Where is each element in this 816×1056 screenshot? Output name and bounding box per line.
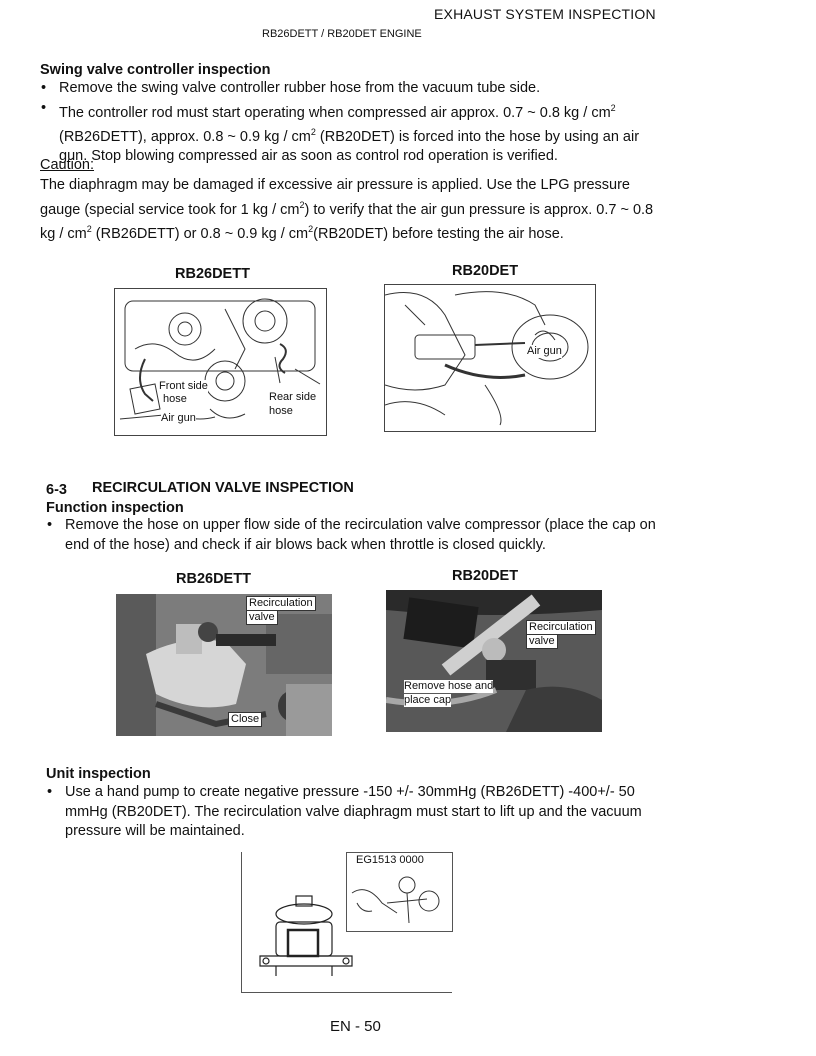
- unit-heading: Unit inspection: [46, 766, 151, 782]
- label-recirc-left-valve: valve: [246, 610, 278, 625]
- label-remove-hose: Remove hose and: [404, 680, 494, 692]
- label-close: Close: [228, 712, 262, 727]
- swing-bullet-2-c: (RB20DET) is forced into the hose by using an air gun. Stop blowing compressed air as soon as control rod operation is verified.: [59, 128, 640, 165]
- recirc-valve-photo-rb20: [386, 590, 602, 732]
- swing-bullet-1-text: Remove the swing valve controller rubber hose from the vacuum tube side.: [59, 80, 541, 96]
- function-heading: Function inspection: [46, 500, 184, 516]
- page-header-title: EXHAUST SYSTEM INSPECTION: [434, 6, 656, 22]
- label-air-gun-left: Air gun: [161, 412, 196, 424]
- engine-drawing-rb20: [385, 285, 595, 431]
- recirc-fig-left-title: RB26DETT: [176, 571, 251, 587]
- label-recirc-right-valve: valve: [526, 634, 558, 649]
- swing-figure-right: [384, 284, 596, 432]
- caution-text: [40, 176, 660, 244]
- swing-bullets: [40, 79, 660, 167]
- swing-bullet-1: [40, 79, 660, 99]
- caution-sup-2: 2: [86, 223, 92, 234]
- label-rear-side: Rear side: [269, 391, 317, 403]
- label-front-side: Front side: [159, 380, 208, 392]
- section-number: 6-3: [46, 482, 67, 498]
- swing-fig-left-title: RB26DETT: [175, 266, 250, 282]
- function-bullets: [46, 516, 666, 555]
- section-title: RECIRCULATION VALVE INSPECTION: [92, 480, 354, 496]
- label-recirc-left: Recirculation: [246, 596, 316, 611]
- page-number: EN - 50: [330, 1018, 381, 1035]
- recirc-valve-photo-rb26: [116, 594, 332, 736]
- recirc-fig-right-title: RB20DET: [452, 568, 519, 584]
- caution-sup-1: 2: [299, 199, 305, 210]
- caution-text-b: ) to verify that the air gun pressure is approx. 0.7 ~ 0.8 kg / cm: [40, 201, 654, 242]
- label-rear-hose: hose: [269, 405, 293, 417]
- unit-bullets: [46, 783, 658, 842]
- engine-drawing-rb26: [115, 289, 326, 435]
- unit-bullet: • Use a hand pump to create negative pressure -150 +/- 30mmHg (RB26DETT) -400+/- 50 mmHg (RB20DET). The recirculation valve diaphragm must start to lift up and the vacuum pressure will be maintained.: [46, 783, 658, 842]
- swing-heading: Swing valve controller inspection: [40, 62, 271, 78]
- page-header-subtitle: RB26DETT / RB20DET ENGINE: [262, 28, 422, 40]
- swing-bullet-2-b: (RB26DETT), approx. 0.8 ~ 0.9 kg / cm: [59, 128, 311, 145]
- swing-figure-left: [114, 288, 327, 436]
- caution-text-d: (RB20DET) before testing the air hose.: [313, 225, 564, 242]
- figure-code: EG1513 0000: [356, 854, 424, 866]
- caution-text-a: The diaphragm may be damaged if excessive air pressure is applied. Use the LPG pressure gauge (special service took for 1 kg / cm: [40, 177, 630, 218]
- function-bullet: • Remove the hose on upper flow side of the recirculation valve compressor (place the cap on end of the hose) and check if air blows back when throttle is closed quickly.: [46, 516, 666, 555]
- label-place-cap: place cap: [404, 694, 452, 706]
- swing-fig-right-title: RB20DET: [452, 263, 519, 279]
- unit-figure: [241, 852, 452, 993]
- label-front-hose: hose: [163, 393, 187, 405]
- recirc-photo-right: [386, 590, 602, 732]
- caution-text-c: (RB26DETT) or 0.8 ~ 0.9 kg / cm: [91, 225, 309, 242]
- caution-sup-3: 2: [308, 223, 314, 234]
- swing-bullet-2-sup2: 2: [310, 126, 316, 137]
- swing-bullet-2-a: The controller rod must start operating when compressed air approx. 0.7 ~ 0.8 kg / cm: [59, 104, 611, 121]
- label-air-gun-right: Air gun: [527, 345, 562, 357]
- recirc-photo-left: [116, 594, 332, 736]
- swing-bullet-2: [40, 99, 660, 167]
- swing-bullet-2-sup: 2: [610, 102, 616, 113]
- caution-label: Caution:: [40, 157, 95, 173]
- recirc-valve-drawing: [256, 892, 366, 982]
- label-recirc-right: Recirculation: [526, 620, 596, 635]
